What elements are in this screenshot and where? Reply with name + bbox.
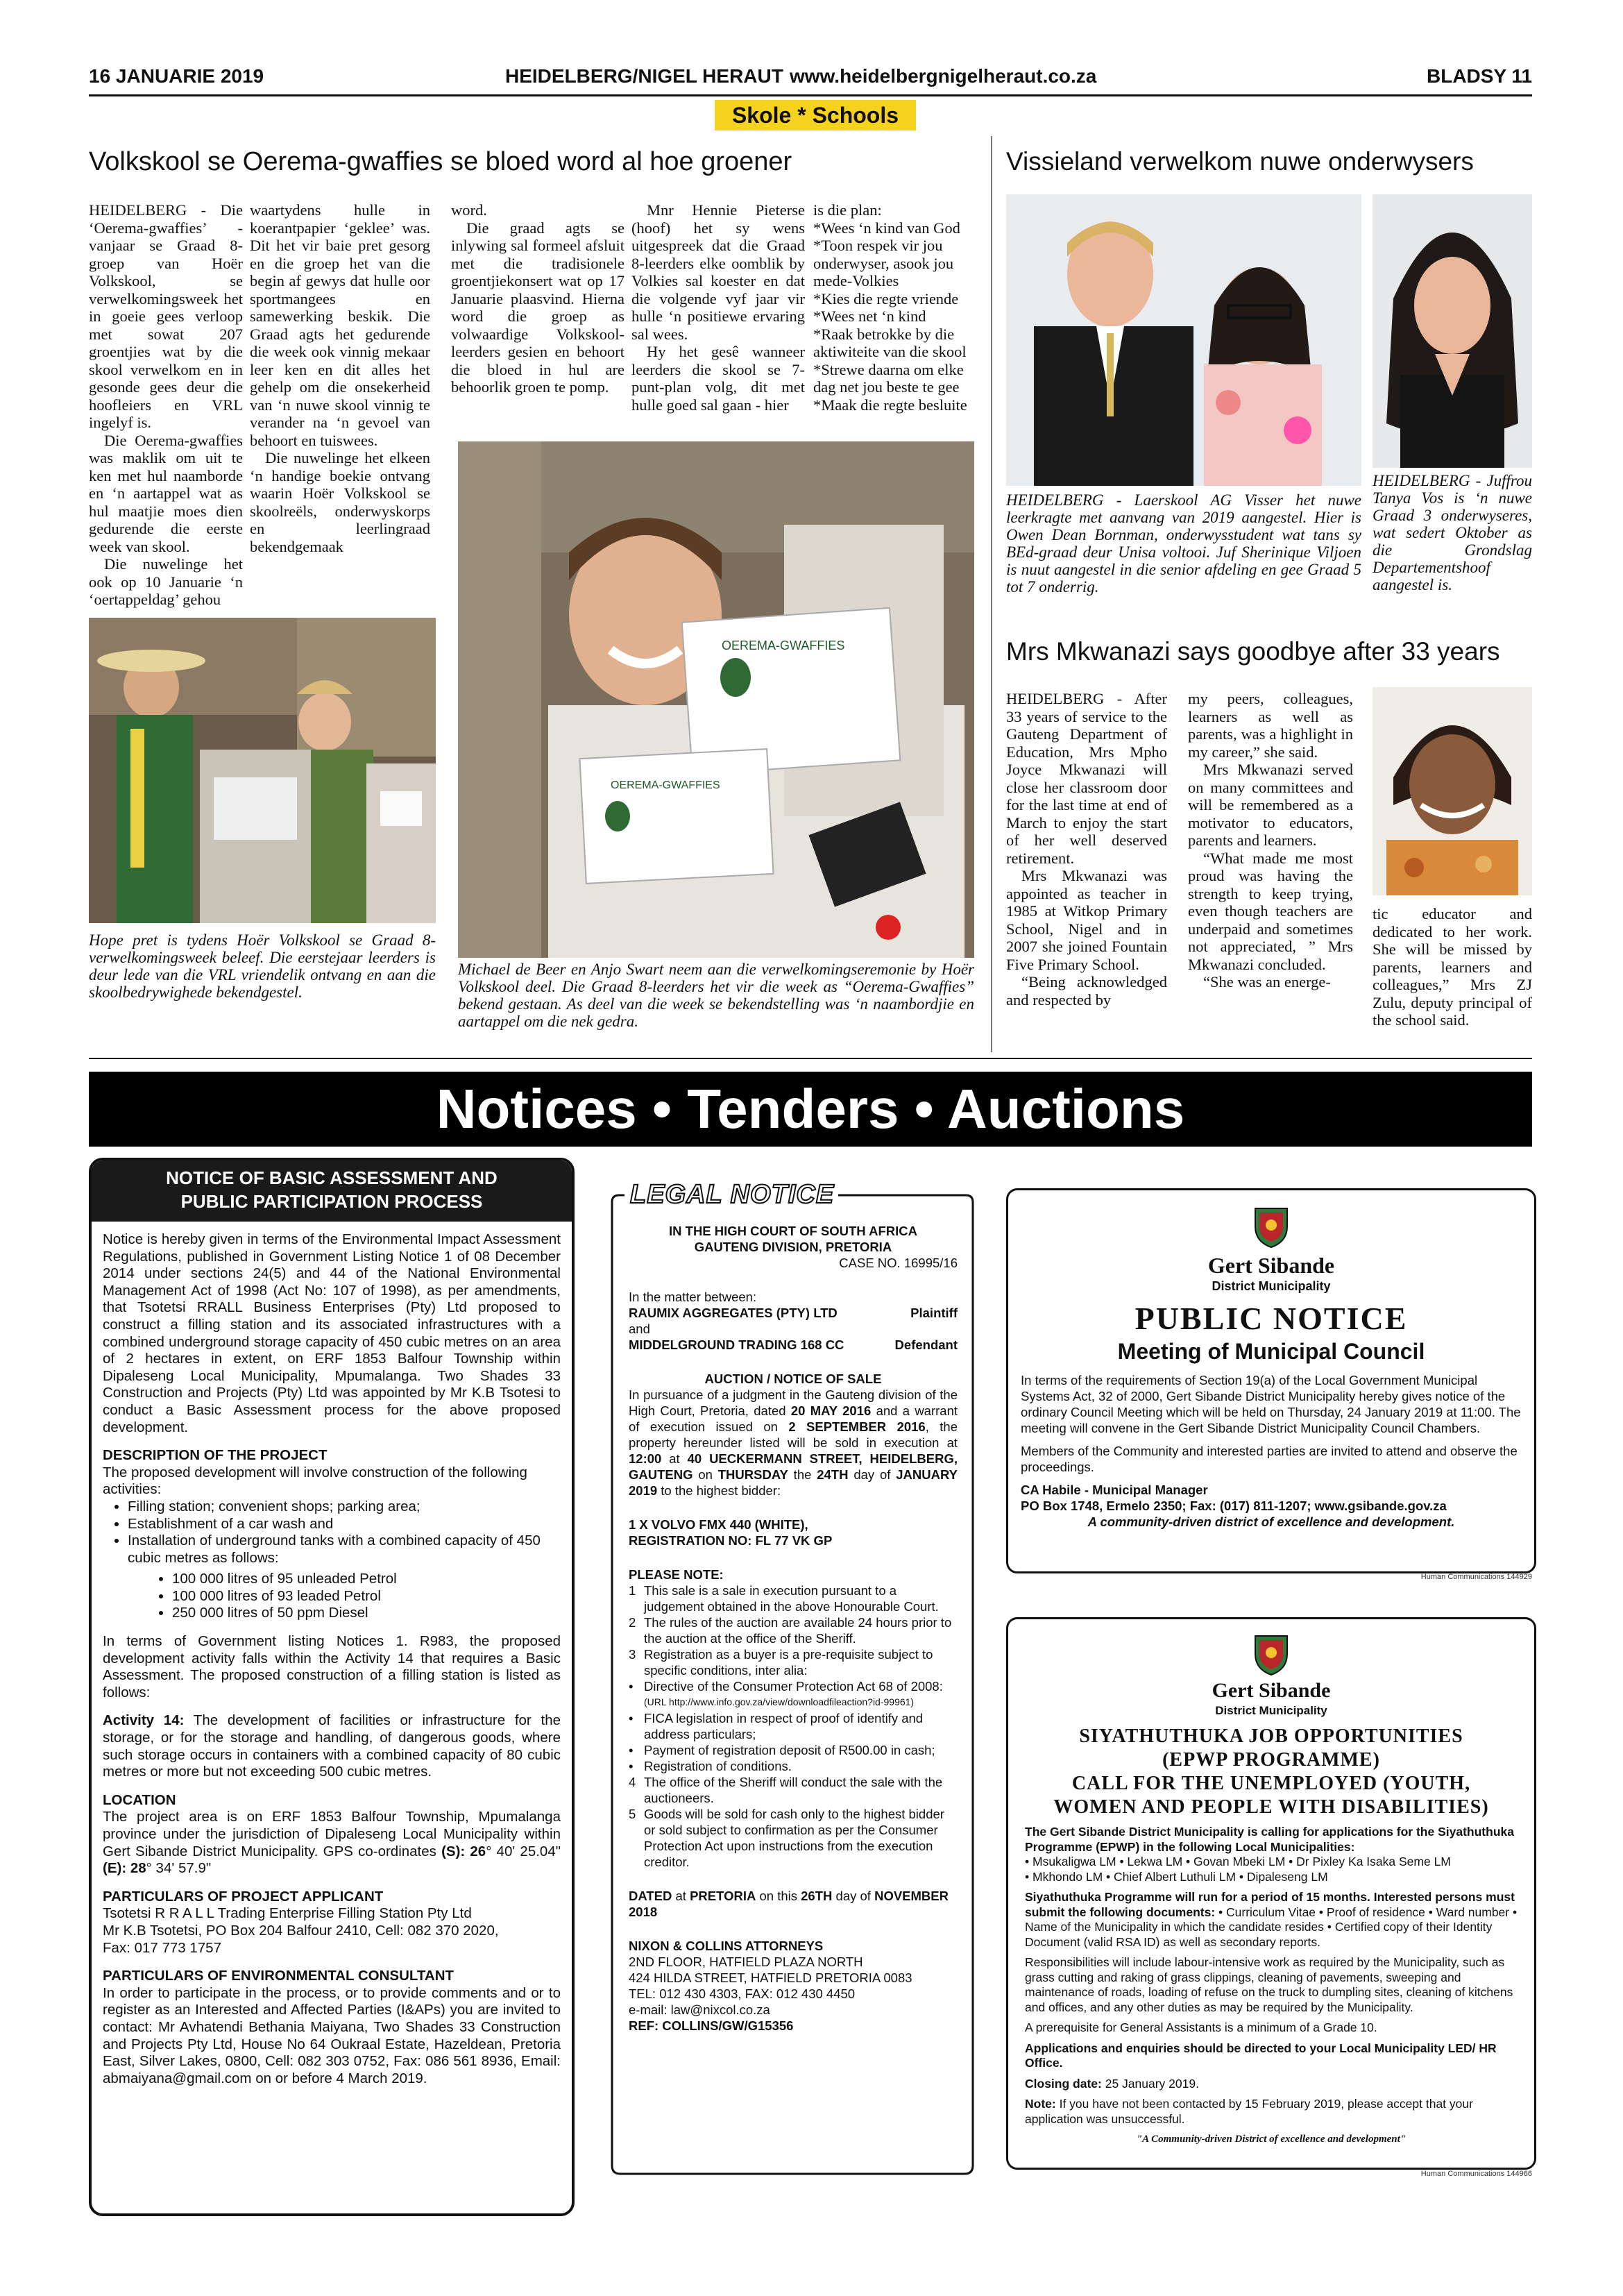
list-item: • Installation of underground tanks with a combined capacity of 450 cubic metres as follows:: [128, 1533, 561, 1567]
epwp-title: [1008, 1725, 1534, 1819]
paragraph: The Gert Sibande District Municipality is calling for applications for the Siyathuthuka Programme (EPWP) in the following Local Municipalities:: [1025, 1825, 1514, 1854]
defendant-label: Defendant: [894, 1337, 958, 1352]
article3-headline: Mrs Mkwanazi says goodbye after 33 years: [1006, 637, 1500, 666]
and-label: and: [629, 1322, 650, 1336]
org-name: Gert Sibande: [1212, 1679, 1331, 1702]
masthead-rule: [89, 94, 1532, 96]
photo-new-teachers-caption: HEIDELBERG - Laerskool AG Visser het nuwe leerkragte met aanvang van 2019 aangestel. Hier is Owen Dean Bornman, onderwysstudent wat tans sy BEd-graad deur Unisa voltooi. Juf Sherinique Viljoen is nuut aangestel in die senior afdeling en gee Graad 5 tot 7 onderrig.: [1006, 491, 1361, 596]
paragraph: Die Oerema-gwaffies was maklik om uit te ken met hul naamborde en ‘n aartappel wat as hul maatjie moes dien gedurende die eerste week van skool.: [89, 431, 243, 555]
public-notice-subtitle: Meeting of Municipal Council: [1117, 1339, 1425, 1364]
text-run: PRETORIA: [690, 1889, 756, 1903]
plan-item: *Maak die regte besluite: [813, 396, 967, 414]
name-tag-label-bottom: OEREMA-GWAFFIES: [611, 779, 720, 791]
public-notice: [1006, 1188, 1536, 1573]
section-heading: LOCATION: [103, 1791, 176, 1808]
article1-col2: [250, 201, 430, 555]
paragraph: “She was an energe-: [1203, 973, 1331, 990]
paragraph: Die nuwelinge het elkeen ‘n handige boekie ontvang waarin Hoër Volkskool se skoolreëls, onderwyskorps en leerlingraad bekendgemaak: [250, 449, 430, 555]
crest-icon: [1252, 1206, 1290, 1249]
paragraph: [103, 1809, 561, 1877]
org-subname: District Municipality: [1215, 1704, 1327, 1717]
attorneys-name: NIXON & COLLINS ATTORNEYS: [629, 1939, 824, 1953]
text-run: the: [788, 1467, 817, 1482]
text-run: and a warrant of execution issued on: [629, 1403, 958, 1434]
note-item: [629, 1646, 958, 1678]
plan-item: *Strewe daarna om elke dag net jou beste te gee: [813, 360, 964, 396]
activity-list: [103, 1499, 561, 1567]
gps-s-label: (S): 26: [441, 1843, 486, 1859]
agency-reference: Human Communications 144929: [1420, 1573, 1532, 1581]
column-divider: [991, 136, 992, 1052]
basic-assessment-notice: [89, 1158, 575, 2216]
public-notice-title: PUBLIC NOTICE: [1135, 1301, 1408, 1336]
note-item: [629, 1582, 958, 1614]
title-line: (EPWP PROGRAMME): [1162, 1749, 1380, 1771]
plaintiff-label: Plaintiff: [910, 1306, 958, 1320]
legal-notice: [611, 1180, 975, 2176]
basic-assessment-title: [92, 1160, 572, 1222]
defendant-name: MIDDELGROUND TRADING 168 CC: [629, 1337, 844, 1352]
text-run: 20 MAY 2016: [790, 1403, 872, 1418]
location-text: The project area is on ERF 1853 Balfour Township, Mpumalanga province under the jurisdiction of Dipaleseng Local Municipality within Gert Sibande District Municipality. GPS co-ordinates: [103, 1809, 561, 1859]
paragraph: Die graad agts se inlywing sal formeel afsluit met die tradisionele groentjiekonsert wat op 17 Januarie plaasvind. Hierna word die groep as volwaardige Volkskool-leerders gesien en behoort die bloed in hul are behoorlik groen te pomp.: [451, 219, 624, 396]
note-item: [629, 1742, 958, 1758]
note-number: •: [629, 1679, 634, 1694]
paragraph: Mrs Mkwanazi served on many committees and will be remembered as a motivator to educators, parents and learners.: [1188, 761, 1353, 849]
section-tag: Skole * Schools: [715, 100, 916, 130]
article3-col2: [1188, 690, 1353, 991]
crest-icon: [1252, 1633, 1290, 1676]
note-label: Note:: [1025, 2097, 1056, 2111]
municipality-list: • Mkhondo LM • Chief Albert Luthuli LM • Dipaleseng LM: [1025, 1869, 1328, 1884]
paragraph: HEIDELBERG - Die ‘Oerema-gwaffies’ - vanjaar se Graad 8-groep van Hoër Volkskool, se verwelkomingsweek het in goeie gees verloop met sowat 207 groentjies wat by die skool verwelkom en in gesonde gees deur die hoofleiers en VRL ingelyf is.: [89, 201, 243, 431]
plan-item: *Toon respek vir jou onderwyser, asook jou mede-Volkies: [813, 237, 954, 289]
org-subname: District Municipality: [1212, 1279, 1331, 1293]
title-line: CALL FOR THE UNEMPLOYED (YOUTH,: [1071, 1773, 1471, 1794]
auction-heading: AUCTION / NOTICE OF SALE: [704, 1371, 882, 1386]
activity14-text: The development of facilities or infrastructure for the storage, or for the storage and handling, of dangerous goods, where such storage occurs in containers with a combined capacity of 80 cubic metres or more but not exceeding 500 cubic metres.: [103, 1712, 561, 1780]
text-run: NOVEMBER 2018: [629, 1889, 949, 1919]
text-run: at: [661, 1451, 688, 1466]
text-run: day of: [848, 1467, 897, 1482]
plaintiff-row: [629, 1305, 958, 1321]
text-run: In pursuance of a judgment in the Gauteng division of the High Court, Pretoria, dated: [629, 1387, 958, 1418]
article3-col3: [1373, 905, 1532, 1029]
agency-reference: Human Communications 144966: [1420, 2170, 1532, 2178]
notices-banner: Notices • Tenders • Auctions: [89, 1072, 1532, 1147]
matter-label: In the matter between:: [629, 1290, 757, 1304]
paragraph: Responsibilities will include labour-intensive work as required by the Municipality, such as grass cutting and raking of grass clippings, cleaning of pavements, sweeping and maintenance of roads, loading of refuse on the truck to dumpling sites, cleaning of kitchens and offices, and any other duties as may be required by the Municipality.: [1025, 1955, 1513, 2014]
section-heading: PARTICULARS OF ENVIRONMENTAL CONSULTANT: [103, 1968, 454, 1984]
text-run: THURSDAY: [717, 1467, 788, 1482]
note-text: Registration as a buyer is a pre-requisite subject to specific conditions, inter alia:: [644, 1647, 933, 1678]
note-text: FICA legislation in respect of proof of identify and address particulars;: [644, 1711, 924, 1741]
applicant-line: Tsotetsi R R A L L Trading Enterprise Filling Station Pty Ltd: [103, 1905, 472, 1922]
list-item: • Filling station; convenient shops; parking area;: [128, 1499, 561, 1516]
gps-e-label: (E): 28: [103, 1860, 146, 1877]
photo-tanya-vos-caption: HEIDELBERG - Juffrou Tanya Vos is ‘n nuwe Graad 3 onderwyseres, wat sedert Oktober as die Grondslag Departementshoof aangestel is.: [1373, 472, 1532, 593]
text-run: at: [672, 1889, 690, 1903]
newspaper-website: www.heidelbergnigelheraut.co.za: [790, 65, 1097, 87]
note-value: If you have not been contacted by 15 February 2019, please accept that your application was unsuccessful.: [1025, 2097, 1473, 2126]
text-run: , the property hereunder listed will be sold in execution at: [629, 1419, 958, 1450]
case-number: CASE NO. 16995/16: [839, 1256, 958, 1270]
paragraph: In order to participate in the process, or to provide comments and or to register as an Interested and Affected Parties (I&APs) you are invited to contact: Mr Avhatendi Bethania Maiyana, Two Shades 33 Construction and Projects Pty Ltd, House No 64 Oukraal Estate, Hazeldean, Pretoria East, Silver Lakes, 0800, Cell: 082 303 0752, Fax: 086 561 8936, Email: abmaiyana@gmail.com on or before 4 March 2019.: [103, 1984, 561, 2086]
paragraph: In terms of the requirements of Section 19(a) of the Local Government Municipal Systems Act, 32 of 2000, Gert Sibande District Municipality hereby gives notice of the ordinary Council Meeting which will be held on Thursday, 24 January 2019 at 11:00. The meeting will convene in the Gert Sibande District Municipality Council Chambers.: [1021, 1373, 1521, 1435]
list-item: • 250 000 litres of 50 ppm Diesel: [172, 1605, 561, 1622]
photo-tanya-vos: [1373, 194, 1532, 468]
note-number: •: [629, 1711, 634, 1725]
paragraph: HEIDELBERG - After 33 years of service to the Gauteng Department of Education, Mrs Mpho Joyce Mkwanazi will close her classroom door for the last time at end of March to enjoy the start of her well deserved retirement.: [1006, 690, 1167, 867]
title-line: WOMEN AND PEOPLE WITH DISABILITIES): [1053, 1796, 1489, 1818]
plan-item: *Wees ‘n kind van God: [813, 219, 960, 237]
note-number: 4: [629, 1775, 636, 1789]
paragraph: my peers, colleagues, learners as well as parents, was a highlight in my career,” she said.: [1188, 690, 1353, 761]
text-run: on: [692, 1467, 718, 1482]
issue-date: 16 JANUARIE 2019: [89, 65, 264, 87]
court-line: IN THE HIGH COURT OF SOUTH AFRICA: [669, 1224, 917, 1238]
email: e-mail: law@nixcol.co.za: [629, 2002, 770, 2017]
paragraph: waartydens hulle in koerantpapier ‘geklee’ was. Dit het vir baie pret gesorg en die groep het van die begin af gewys dat hulle oor sportmangees en samewerking beskik. Die Graad agts het gedurende die week ook vinnig mekaar leer ken en dit alles het gehelp om die onsekerheid van ‘n nuwe skool vinnig te verander na ‘n gevoel van behoort en tuiswees.: [250, 201, 430, 449]
plaintiff-name: RAUMIX AGGREGATES (PTY) LTD: [629, 1306, 838, 1320]
plan-intro: is die plan:: [813, 201, 882, 219]
note-text: Goods will be sold for cash only to the highest bidder or sold subject to confirmation as per the Consumer Protection Act upon instructions from the execution creditor.: [644, 1807, 944, 1869]
paragraph: In terms of Government listing Notices 1. R983, the proposed development activity falls within the Activity 14 that requires a Basic Assessment. The proposed construction of a filling station is listed as follows:: [103, 1633, 561, 1700]
photo-new-teachers: [1006, 194, 1361, 486]
closing-date: [1025, 2077, 1518, 2092]
gps-e-value: ° 34' 57.9": [146, 1860, 212, 1877]
article1-col5: [813, 201, 976, 414]
vehicle-line: REGISTRATION NO: FL 77 VK GP: [629, 1533, 833, 1548]
duration: Siyathuthuka Programme will run for a period of 15 months. Interested persons must submit the following documents:: [1025, 1890, 1515, 1919]
text-run: JANUARY 2019: [629, 1467, 958, 1498]
plan-item: *Wees net ‘n kind: [813, 307, 926, 325]
section-heading: PARTICULARS OF PROJECT APPLICANT: [103, 1888, 384, 1905]
legal-notice-tab: LEGAL NOTICE: [626, 1180, 838, 1210]
slogan: "A Community-driven District of excellence and development": [1136, 2134, 1407, 2145]
note-text: Registration of conditions.: [644, 1759, 792, 1773]
documents: • Curriculum Vitae • Proof of residence • Ward number • Name of the Municipality in which the candidate resides • Certified copy of their Identity Document (valid RSA ID) as well as secondary reports.: [1025, 1905, 1518, 1949]
list-item: • Establishment of a car wash and: [128, 1516, 561, 1533]
applicant-line: Mr K.B Tsotetsi, PO Box 204 Balfour 2410, Cell: 082 370 2020,: [103, 1922, 499, 1939]
reference: REF: COLLINS/GW/G15356: [629, 2018, 794, 2033]
title-line: NOTICE OF BASIC ASSESSMENT AND: [166, 1167, 498, 1188]
title-line: SIYATHUTHUKA JOB OPPORTUNITIES: [1079, 1725, 1463, 1747]
text-run: DATED: [629, 1889, 672, 1903]
article1-headline: Volkskool se Oerema-gwaffies se bloed word al hoe groener: [89, 147, 792, 176]
title-line: PUBLIC PARTICIPATION PROCESS: [180, 1191, 483, 1212]
paragraph: word.: [451, 201, 487, 219]
municipality-list: • Msukaligwa LM • Lekwa LM • Govan Mbeki LM • Dr Pixley Ka Isaka Seme LM: [1025, 1855, 1451, 1868]
article2-headline: Vissieland verwelkom nuwe onderwysers: [1006, 147, 1474, 176]
auction-text: [629, 1387, 958, 1499]
note-item: [629, 1758, 958, 1774]
note-item: [629, 1614, 958, 1646]
address-line: 424 HILDA STREET, HATFIELD PRETORIA 0083: [629, 1970, 912, 1985]
tank-list: [103, 1571, 561, 1622]
masthead: [89, 64, 1532, 92]
vehicle-line: 1 X VOLVO FMX 440 (WHITE),: [629, 1517, 808, 1532]
plan-item: *Kies die regte vriende: [813, 289, 959, 307]
paragraph: Mrs Mkwanazi was appointed as teacher in 1985 at Witkop Primary School, Nigel and in 2007 she joined Fountain Five Primary School.: [1006, 867, 1167, 973]
note-number: 2: [629, 1615, 636, 1630]
note-text: (URL http://www.info.gov.za/view/downloadfileaction?id-99961): [644, 1696, 915, 1707]
intro-paragraph: Notice is hereby given in terms of the Environmental Impact Assessment Regulations, published in Government Listing Notice 1 of 08 December 2014 under sections 24(5) and 44 of the National Environmental Management Act of 1998 (Act No: 107 of 1998), as per amendments, that Tsotetsi RRALL Business Enterprises (Pty) Ltd proposed to construct a filling station and its associated infrastructures with a combined underground storage capacity of 450 cubic metres on an area of 2 hectares in extent, on ERF 1853 Balfour Township within Dipaleseng Local Municipality, Mpumalanga. Two Shades 33 Construction and Projects (Pty) Ltd was appointed by Mr K.B Tsotesi to conduct a Basic Assessment process for the above proposed development.: [103, 1231, 561, 1435]
photo-oerema-gwaffies: [458, 441, 974, 958]
paragraph: Hy het gesê wanneer leerders die skool se 7-punt-plan volg, dit met hulle goed sal gaan - hier: [631, 343, 805, 414]
newspaper-name: HEIDELBERG/NIGEL HERAUT: [505, 65, 783, 87]
list-item: • 100 000 litres of 95 unleaded Petrol: [172, 1571, 561, 1588]
activity14-label: Activity 14:: [103, 1712, 185, 1729]
paragraph: The proposed development will involve construction of the following activities:: [103, 1464, 527, 1498]
note-item: [629, 1774, 958, 1806]
note: [1025, 2097, 1518, 2127]
slogan: A community-driven district of excellence and development.: [1087, 1514, 1455, 1529]
please-note-heading: PLEASE NOTE:: [629, 1567, 724, 1582]
page-number: BLADSY 11: [1427, 65, 1532, 87]
note-number: 3: [629, 1647, 636, 1662]
photo-mkwanazi: [1373, 687, 1532, 895]
note-number: 5: [629, 1807, 636, 1821]
paragraph: Applications and enquiries should be directed to your Local Municipality LED/ HR Office.: [1025, 2041, 1497, 2070]
paragraph: Members of the Community and interested parties are invited to attend and observe the proceedings.: [1021, 1444, 1518, 1474]
text-run: 2 SEPTEMBER 2016: [788, 1419, 926, 1434]
signatory: CA Habile - Municipal Manager: [1021, 1483, 1208, 1497]
paragraph: Mnr Hennie Pieterse (hoof) het sy wens uitgespreek dat die Graad 8-leerders elke oomblik by Volkies sal koester en dat die volgende vyf jaar vir hulle ‘n positiewe ervaring sal wees.: [631, 201, 805, 343]
article1-col3: [451, 201, 624, 396]
address-line: 2ND FLOOR, HATFIELD PLAZA NORTH: [629, 1955, 863, 1969]
paragraph: A prerequisite for General Assistants is a minimum of a Grade 10.: [1025, 2020, 1377, 2034]
paragraph: “What made me most proud was having the strength to keep trying, even though teachers are underpaid and sometimes not appreciated, ” Mrs Mkwanazi concluded.: [1188, 849, 1353, 973]
paragraph: “Being acknowledged and respected by: [1006, 973, 1167, 1008]
note-number: [629, 1694, 644, 1710]
tel-fax: TEL: 012 430 4303, FAX: 012 430 4450: [629, 1986, 856, 2001]
closing-label: Closing date:: [1025, 2076, 1102, 2091]
note-item: [629, 1678, 958, 1694]
org-name: Gert Sibande: [1207, 1253, 1335, 1278]
article3-col1: [1006, 690, 1167, 1008]
note-number: •: [629, 1759, 634, 1773]
closing-value: 25 January 2019.: [1101, 2076, 1199, 2091]
note-text: Payment of registration deposit of R500.00 in cash;: [644, 1743, 935, 1757]
note-text: The office of the Sheriff will conduct the sale with the auctioneers.: [644, 1775, 943, 1805]
text-run: 24TH: [817, 1467, 849, 1482]
note-item: [629, 1710, 958, 1742]
paragraph: [103, 1712, 561, 1780]
section-rule: [89, 1058, 1532, 1059]
text-run: 40 UECKERMANN STREET, HEIDELBERG, GAUTENG: [629, 1451, 958, 1482]
note-item: [629, 1694, 958, 1710]
name-tag-label-top: OEREMA-GWAFFIES: [722, 639, 845, 652]
defendant-row: [629, 1337, 958, 1353]
photo-welcome-week: [89, 618, 436, 923]
text-run: to the highest bidder:: [657, 1483, 781, 1498]
gps-s-value: ° 40' 25.04": [486, 1843, 561, 1859]
note-number: •: [629, 1743, 634, 1757]
epwp-notice: [1006, 1617, 1536, 2170]
applicant-line: Fax: 017 773 1757: [103, 1939, 221, 1956]
note-number: 1: [629, 1583, 636, 1598]
list-item: • 100 000 litres of 93 leaded Petrol: [172, 1588, 561, 1605]
photo-oerema-gwaffies-caption: Michael de Beer en Anjo Swart neem aan die verwelkomingseremonie by Hoër Volkskool deel. Die Graad 8-leerders het vir die week as “Oerema-Gwaffies” bekend gestaan. As deel van die week se bekendstelling was ‘n naambordjie en aartappel om die nek gedra.: [458, 961, 974, 1030]
paragraph: Die nuwelinge het ook op 10 Januarie ‘n ‘oertappeldag’ gehou: [89, 555, 243, 608]
paragraph: tic educator and dedicated to her work. She will be missed by parents, learners and colleagues,” Mrs ZJ Zulu, deputy principal of the school said.: [1373, 905, 1532, 1029]
section-heading: DESCRIPTION OF THE PROJECT: [103, 1447, 328, 1464]
plan-item: *Raak betrokke by die aktiwiteite van die skool: [813, 325, 967, 360]
text-run: on this: [756, 1889, 801, 1903]
photo-welcome-week-caption: Hope pret is tydens Hoër Volkskool se Graad 8-verwelkomingsweek beleef. Die eerstejaar leerders is deur lede van die VRL vriendelik ontvang en aan die skoolbedrywighede bekendgestel.: [89, 931, 436, 1001]
contact-line: PO Box 1748, Ermelo 2350; Fax: (017) 811-1207; www.gsibande.gov.za: [1021, 1499, 1447, 1513]
note-text: The rules of the auction are available 24 hours prior to the auction at the office of the Sheriff.: [644, 1615, 952, 1646]
dated-line: [629, 1888, 958, 1920]
paragraph: [1025, 1890, 1518, 1950]
notes-list: [629, 1582, 958, 1870]
text-run: 26TH: [801, 1889, 833, 1903]
note-text: Directive of the Consumer Protection Act 68 of 2008:: [644, 1679, 943, 1694]
note-text: This sale is a sale in execution pursuant to a judgement obtained in the above Honourable Court.: [644, 1583, 939, 1614]
note-item: [629, 1806, 958, 1870]
article1-col4: [631, 201, 805, 414]
article1-col1: [89, 201, 243, 609]
text-run: day of: [832, 1889, 875, 1903]
court-line: GAUTENG DIVISION, PRETORIA: [694, 1240, 892, 1254]
text-run: 12:00: [629, 1451, 662, 1466]
